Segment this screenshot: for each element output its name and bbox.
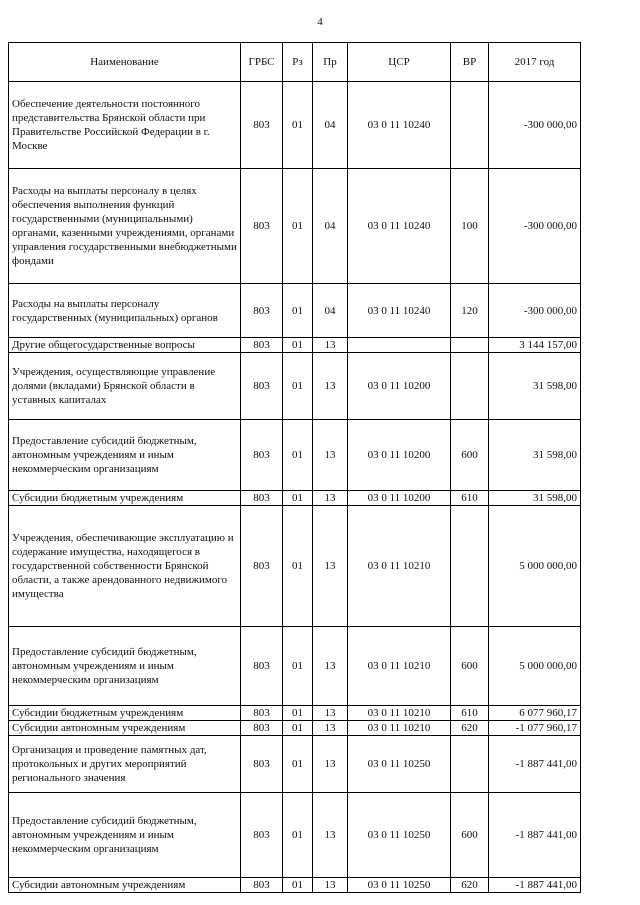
cell-pr: 13 (313, 627, 348, 706)
cell-csr: 03 0 11 10240 (348, 284, 451, 338)
cell-vr (451, 353, 489, 420)
cell-grbs: 803 (241, 338, 283, 353)
cell-csr: 03 0 11 10210 (348, 506, 451, 627)
table-row (9, 169, 581, 284)
header-name: Наименование (9, 43, 241, 82)
cell-amount: -1 077 960,17 (489, 721, 581, 736)
table-row (9, 706, 581, 721)
cell-vr (451, 736, 489, 793)
budget-table (8, 42, 581, 893)
cell-csr: 03 0 11 10210 (348, 721, 451, 736)
header-rz: Рз (283, 43, 313, 82)
cell-rz: 01 (283, 878, 313, 893)
cell-rz: 01 (283, 793, 313, 878)
header-grbs: ГРБС (241, 43, 283, 82)
table-row (9, 353, 581, 420)
cell-vr (451, 82, 489, 169)
cell-pr: 13 (313, 736, 348, 793)
cell-amount: 3 144 157,00 (489, 338, 581, 353)
cell-name: Организация и проведение памятных дат, протокольных и других мероприятий регионального значения (9, 736, 241, 793)
cell-name: Обеспечение деятельности постоянного представительства Брянской области при Правительстве Российской Федерации в г. Москве (9, 82, 241, 169)
cell-name: Субсидии автономным учреждениям (9, 878, 241, 893)
header-amount: 2017 год (489, 43, 581, 82)
cell-pr: 13 (313, 706, 348, 721)
cell-csr: 03 0 11 10200 (348, 420, 451, 491)
cell-rz: 01 (283, 506, 313, 627)
cell-rz: 01 (283, 420, 313, 491)
cell-csr: 03 0 11 10250 (348, 793, 451, 878)
cell-vr: 120 (451, 284, 489, 338)
cell-name: Другие общегосударственные вопросы (9, 338, 241, 353)
cell-name: Учреждения, обеспечивающие эксплуатацию и содержание имущества, находящегося в государственной собственности Брянской области, а также арендованного недвижимого имущества (9, 506, 241, 627)
header-pr: Пр (313, 43, 348, 82)
cell-vr: 610 (451, 706, 489, 721)
cell-grbs: 803 (241, 721, 283, 736)
cell-csr: 03 0 11 10240 (348, 169, 451, 284)
cell-vr: 100 (451, 169, 489, 284)
cell-name: Субсидии бюджетным учреждениям (9, 491, 241, 506)
cell-rz: 01 (283, 82, 313, 169)
cell-name: Расходы на выплаты персоналу в целях обеспечения выполнения функций государственными (муниципальными) органами, казенными учреждениями, органами управления государственными внебюджетными фондами (9, 169, 241, 284)
table-row (9, 82, 581, 169)
cell-name: Предоставление субсидий бюджетным, автономным учреждениям и иным некоммерческим организациям (9, 627, 241, 706)
cell-grbs: 803 (241, 353, 283, 420)
table-row (9, 793, 581, 878)
cell-amount: -300 000,00 (489, 82, 581, 169)
cell-csr: 03 0 11 10200 (348, 353, 451, 420)
cell-rz: 01 (283, 736, 313, 793)
cell-pr: 04 (313, 169, 348, 284)
cell-amount: 5 000 000,00 (489, 627, 581, 706)
cell-vr: 610 (451, 491, 489, 506)
cell-amount: -300 000,00 (489, 169, 581, 284)
table-row (9, 721, 581, 736)
cell-csr (348, 338, 451, 353)
cell-pr: 04 (313, 82, 348, 169)
cell-csr: 03 0 11 10200 (348, 491, 451, 506)
cell-amount: -1 887 441,00 (489, 736, 581, 793)
cell-csr: 03 0 11 10240 (348, 82, 451, 169)
cell-pr: 04 (313, 284, 348, 338)
table-row (9, 491, 581, 506)
table-row (9, 338, 581, 353)
cell-pr: 13 (313, 721, 348, 736)
cell-name: Субсидии автономным учреждениям (9, 721, 241, 736)
cell-rz: 01 (283, 338, 313, 353)
cell-amount: -300 000,00 (489, 284, 581, 338)
cell-grbs: 803 (241, 627, 283, 706)
cell-vr: 600 (451, 420, 489, 491)
cell-csr: 03 0 11 10250 (348, 878, 451, 893)
cell-grbs: 803 (241, 491, 283, 506)
cell-vr (451, 338, 489, 353)
cell-rz: 01 (283, 169, 313, 284)
cell-pr: 13 (313, 338, 348, 353)
cell-grbs: 803 (241, 506, 283, 627)
cell-amount: 31 598,00 (489, 353, 581, 420)
cell-pr: 13 (313, 506, 348, 627)
cell-pr: 13 (313, 878, 348, 893)
page-number: 4 (317, 16, 323, 28)
cell-pr: 13 (313, 420, 348, 491)
cell-grbs: 803 (241, 82, 283, 169)
cell-grbs: 803 (241, 736, 283, 793)
cell-vr: 600 (451, 793, 489, 878)
cell-pr: 13 (313, 353, 348, 420)
cell-grbs: 803 (241, 706, 283, 721)
cell-grbs: 803 (241, 420, 283, 491)
table-row (9, 284, 581, 338)
cell-amount: 6 077 960,17 (489, 706, 581, 721)
cell-pr: 13 (313, 793, 348, 878)
cell-rz: 01 (283, 284, 313, 338)
cell-pr: 13 (313, 491, 348, 506)
cell-name: Субсидии бюджетным учреждениям (9, 706, 241, 721)
cell-csr: 03 0 11 10250 (348, 736, 451, 793)
table-row (9, 627, 581, 706)
cell-vr: 620 (451, 878, 489, 893)
cell-name: Предоставление субсидий бюджетным, автономным учреждениям и иным некоммерческим организациям (9, 420, 241, 491)
cell-name: Предоставление субсидий бюджетным, автономным учреждениям и иным некоммерческим организациям (9, 793, 241, 878)
cell-amount: -1 887 441,00 (489, 878, 581, 893)
cell-rz: 01 (283, 491, 313, 506)
cell-amount: 5 000 000,00 (489, 506, 581, 627)
cell-grbs: 803 (241, 284, 283, 338)
cell-csr: 03 0 11 10210 (348, 706, 451, 721)
cell-name: Расходы на выплаты персоналу государственных (муниципальных) органов (9, 284, 241, 338)
header-csr: ЦСР (348, 43, 451, 82)
cell-grbs: 803 (241, 793, 283, 878)
table-row (9, 420, 581, 491)
header-vr: ВР (451, 43, 489, 82)
table-row (9, 736, 581, 793)
table-row (9, 878, 581, 893)
cell-vr: 620 (451, 721, 489, 736)
cell-csr: 03 0 11 10210 (348, 627, 451, 706)
cell-grbs: 803 (241, 878, 283, 893)
cell-rz: 01 (283, 706, 313, 721)
cell-rz: 01 (283, 721, 313, 736)
cell-vr (451, 506, 489, 627)
cell-amount: 31 598,00 (489, 491, 581, 506)
cell-vr: 600 (451, 627, 489, 706)
cell-rz: 01 (283, 353, 313, 420)
cell-grbs: 803 (241, 169, 283, 284)
cell-name: Учреждения, осуществляющие управление долями (вкладами) Брянской области в уставных капиталах (9, 353, 241, 420)
cell-rz: 01 (283, 627, 313, 706)
header-row (9, 43, 581, 82)
table-row (9, 506, 581, 627)
cell-amount: 31 598,00 (489, 420, 581, 491)
cell-amount: -1 887 441,00 (489, 793, 581, 878)
